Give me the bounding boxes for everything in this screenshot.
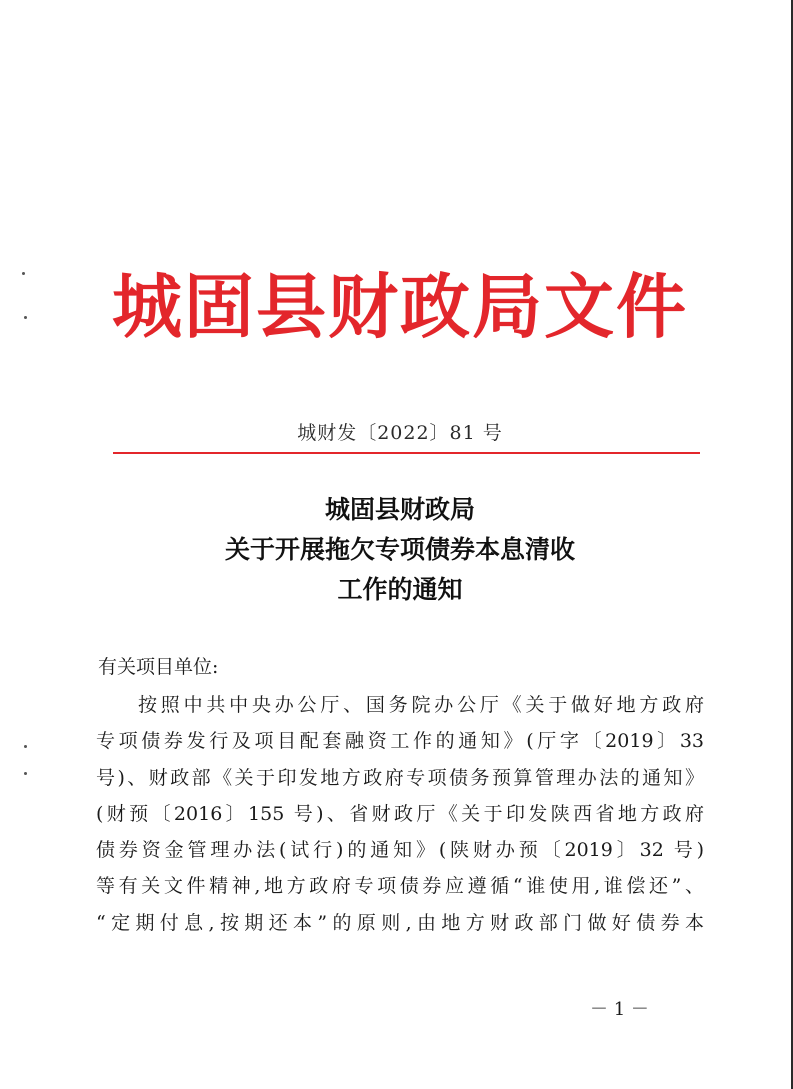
binding-hole-mark: [22, 272, 25, 275]
body-line: 号)、财政部《关于印发地方政府专项债务预算管理办法的通知》: [96, 766, 704, 789]
body-line: (财预〔2016〕155 号)、省财政厅《关于印发陕西省地方政府: [96, 802, 704, 825]
title-line-3: 工作的通知: [337, 575, 463, 604]
title-line-1: 城固县财政局: [324, 495, 475, 524]
binding-hole-mark: [24, 772, 27, 775]
body-line: “定期付息,按期还本”的原则,由地方财政部门做好债券本: [96, 911, 704, 934]
salutation: 有关项目单位:: [98, 656, 219, 678]
binding-hole-mark: [24, 745, 27, 748]
body-line: 专项债券发行及项目配套融资工作的通知》(厅字〔2019〕33: [96, 730, 704, 753]
red-separator-line: [113, 452, 700, 454]
title-line-2: 关于开展拖欠专项债券本息清收: [224, 535, 575, 564]
document-number: 城财发〔2022〕81 号: [297, 422, 503, 444]
body-line: 债券资金管理办法(试行)的通知》(陕财办预〔2019〕32 号): [96, 839, 704, 862]
body-paragraph: [96, 687, 704, 941]
document-title: [100, 490, 700, 610]
issuer-red-header: 城固县财政局文件: [112, 265, 688, 348]
body-line: 按照中共中央办公厅、国务院办公厅《关于做好地方政府: [138, 694, 704, 716]
page-number: － 1 －: [590, 999, 649, 1020]
body-line: 等有关文件精神,地方政府专项债券应遵循“谁使用,谁偿还”、: [96, 875, 704, 898]
binding-hole-mark: [24, 316, 27, 319]
